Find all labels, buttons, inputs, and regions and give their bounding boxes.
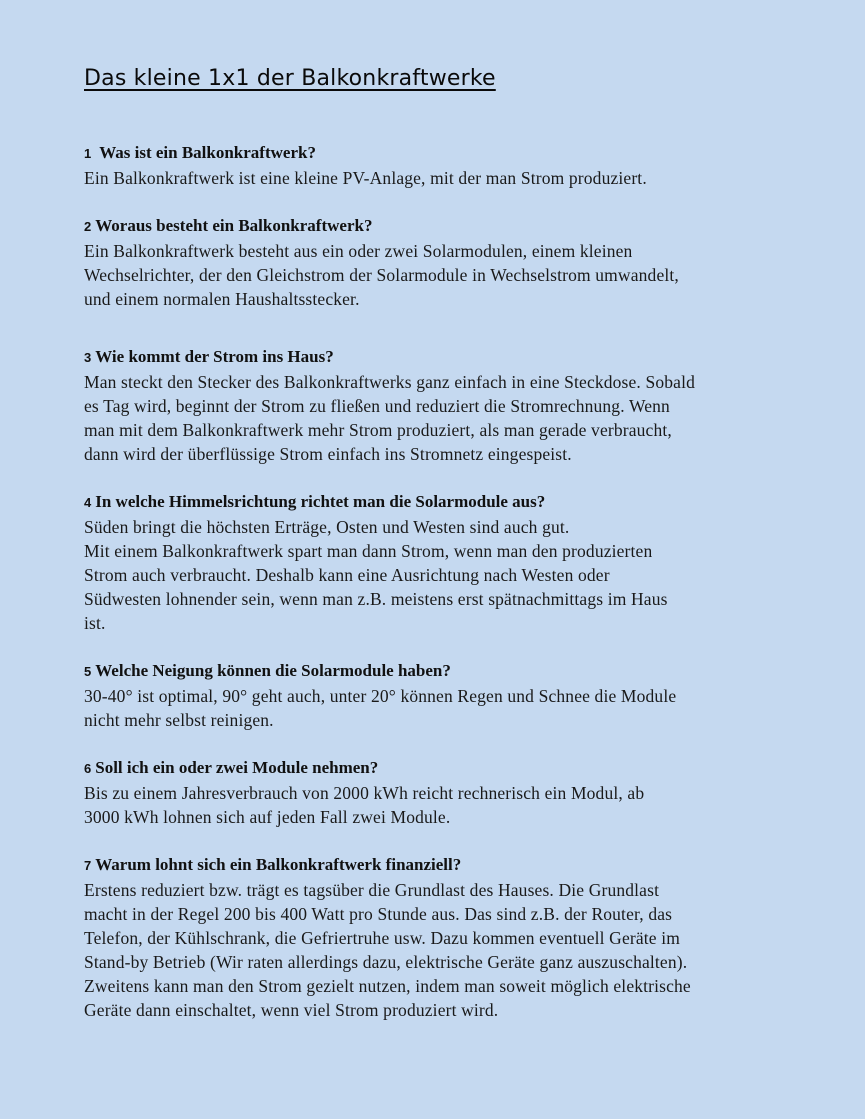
question-text: In welche Himmelsrichtung richtet man die Solarmodule aus?	[95, 492, 546, 511]
answer-line: Süden bringt die höchsten Erträge, Osten und Westen sind auch gut.	[84, 517, 570, 537]
answer-line: Ein Balkonkraftwerk ist eine kleine PV-Anlage, mit der man Strom produziert.	[84, 168, 647, 188]
answer-line: macht in der Regel 200 bis 400 Watt pro Stunde aus. Das sind z.B. der Router, das	[84, 904, 673, 924]
question-number: 3	[84, 350, 92, 365]
answer-line: Mit einem Balkonkraftwerk spart man dann Strom, wenn man den produzierten	[84, 541, 653, 561]
page-title: Das kleine 1x1 der Balkonkraftwerke	[84, 66, 496, 91]
faq-answer	[84, 370, 784, 466]
faq-section-2	[84, 214, 784, 311]
answer-line: und einem normalen Haushaltsstecker.	[84, 289, 360, 309]
answer-line: Geräte dann einschaltet, wenn viel Strom produziert wird.	[84, 1000, 499, 1020]
answer-line: Bis zu einem Jahresverbrauch von 2000 kWh reicht rechnerisch ein Modul, ab	[84, 783, 645, 803]
faq-question	[84, 345, 784, 370]
faq-section-3	[84, 345, 784, 466]
question-text: Welche Neigung können die Solarmodule haben?	[95, 661, 451, 680]
question-number: 4	[84, 495, 92, 510]
answer-line: Telefon, der Kühlschrank, die Gefriertruhe usw. Dazu kommen eventuell Geräte im	[84, 928, 681, 948]
faq-question	[84, 490, 784, 515]
answer-line: ist.	[84, 613, 106, 633]
question-text: Soll ich ein oder zwei Module nehmen?	[95, 758, 379, 777]
answer-line: nicht mehr selbst reinigen.	[84, 710, 274, 730]
answer-line: es Tag wird, beginnt der Strom zu fließen und reduziert die Stromrechnung. Wenn	[84, 396, 670, 416]
answer-line: Man steckt den Stecker des Balkonkraftwerks ganz einfach in eine Steckdose. Sobald	[84, 372, 695, 392]
faq-section-1	[84, 141, 784, 190]
answer-line: 30-40° ist optimal, 90° geht auch, unter 20° können Regen und Schnee die Module	[84, 686, 677, 706]
faq-question	[84, 756, 784, 781]
answer-line: Wechselrichter, der den Gleichstrom der Solarmodule in Wechselstrom umwandelt,	[84, 265, 679, 285]
answer-line: Erstens reduziert bzw. trägt es tagsüber die Grundlast des Hauses. Die Grundlast	[84, 880, 660, 900]
question-text: Was ist ein Balkonkraftwerk?	[99, 143, 316, 162]
answer-line: man mit dem Balkonkraftwerk mehr Strom produziert, als man gerade verbraucht,	[84, 420, 672, 440]
answer-line: Ein Balkonkraftwerk besteht aus ein oder zwei Solarmodulen, einem kleinen	[84, 241, 633, 261]
document-page	[84, 66, 784, 1022]
faq-question	[84, 141, 784, 166]
question-number: 5	[84, 664, 92, 679]
faq-question	[84, 214, 784, 239]
answer-line: Südwesten lohnender sein, wenn man z.B. meistens erst spätnachmittags im Haus	[84, 589, 668, 609]
faq-answer	[84, 515, 784, 635]
question-number: 2	[84, 219, 92, 234]
question-text: Wie kommt der Strom ins Haus?	[95, 347, 334, 366]
faq-question	[84, 659, 784, 684]
question-number: 6	[84, 761, 92, 776]
answer-line: Strom auch verbraucht. Deshalb kann eine Ausrichtung nach Westen oder	[84, 565, 610, 585]
faq-section-4	[84, 490, 784, 635]
faq-answer	[84, 239, 784, 311]
faq-answer	[84, 684, 784, 732]
answer-line: Zweitens kann man den Strom gezielt nutzen, indem man soweit möglich elektrische	[84, 976, 691, 996]
question-text: Woraus besteht ein Balkonkraftwerk?	[95, 216, 373, 235]
faq-answer	[84, 878, 784, 1022]
answer-line: dann wird der überflüssige Strom einfach ins Stromnetz eingespeist.	[84, 444, 572, 464]
faq-answer	[84, 166, 784, 190]
answer-line: Stand-by Betrieb (Wir raten allerdings dazu, elektrische Geräte ganz auszuschalten).	[84, 952, 688, 972]
question-text: Warum lohnt sich ein Balkonkraftwerk finanziell?	[95, 855, 462, 874]
question-number: 1	[84, 146, 92, 161]
faq-section-6	[84, 756, 784, 829]
question-number: 7	[84, 858, 92, 873]
answer-line: 3000 kWh lohnen sich auf jeden Fall zwei Module.	[84, 807, 451, 827]
faq-answer	[84, 781, 784, 829]
faq-question	[84, 853, 784, 878]
faq-section-7	[84, 853, 784, 1022]
faq-section-5	[84, 659, 784, 732]
